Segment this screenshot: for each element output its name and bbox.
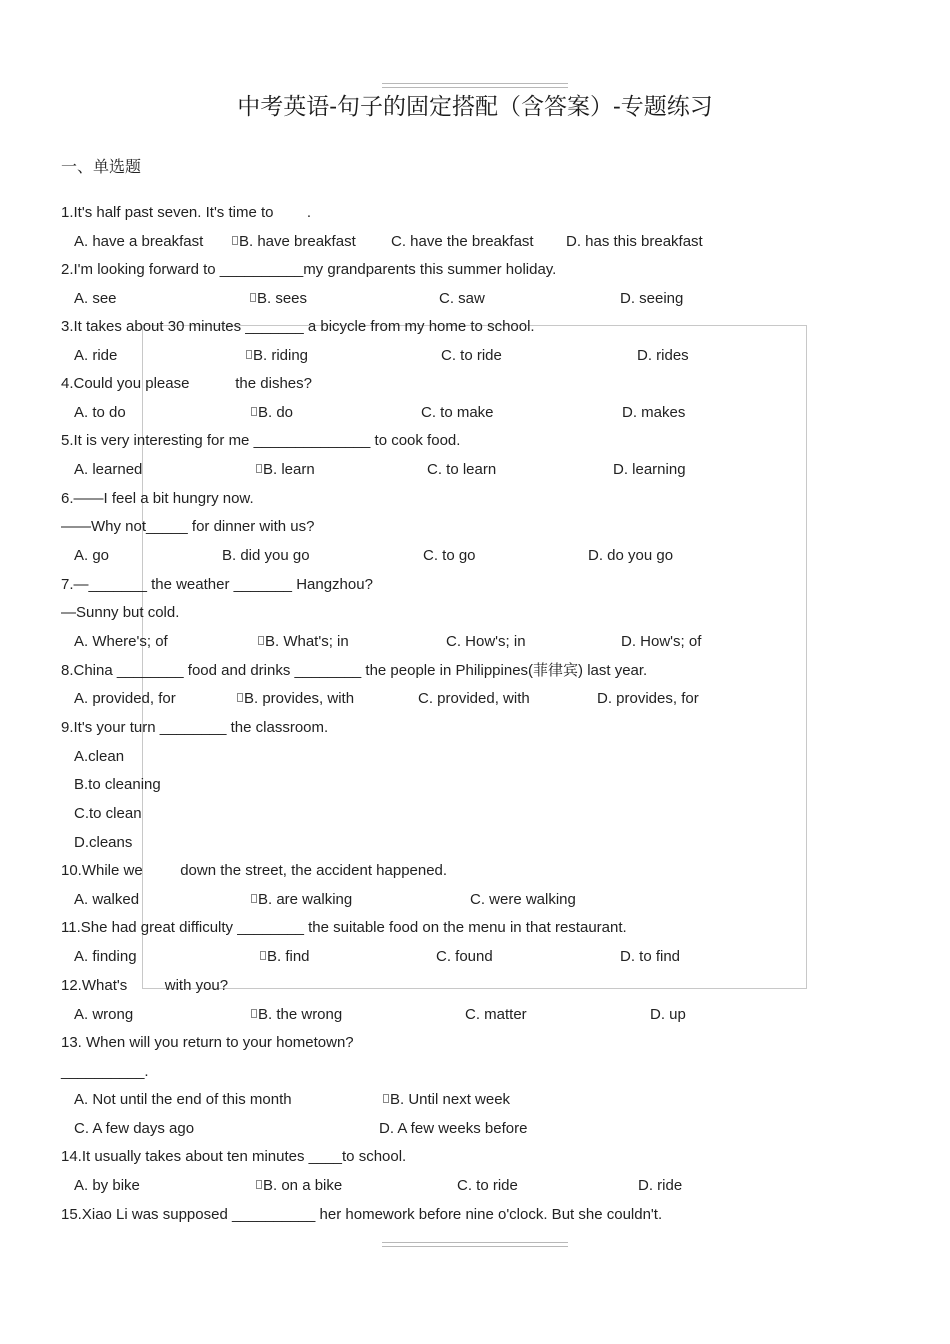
q1-option-d[interactable]: D. has this breakfast: [566, 233, 703, 250]
q7-option-b[interactable]: B. What's; in: [258, 632, 349, 652]
q12-option-b[interactable]: B. the wrong: [251, 1005, 342, 1025]
q10-option-b[interactable]: B. are walking: [251, 890, 352, 910]
q11-option-b[interactable]: B. find: [260, 947, 310, 967]
checkbox-icon: [251, 1009, 257, 1018]
q9-option-c[interactable]: C.to clean: [74, 805, 142, 822]
q12-option-c[interactable]: C. matter: [465, 1006, 527, 1023]
q14-option-b[interactable]: B. on a bike: [256, 1176, 342, 1196]
question-2-stem: 2.I'm looking forward to __________my grandparents this summer holiday.: [61, 261, 557, 278]
q5-option-d[interactable]: D. learning: [613, 461, 686, 478]
q2-option-a[interactable]: A. see: [74, 290, 117, 307]
q6-option-a[interactable]: A. go: [74, 547, 110, 564]
q8-option-d[interactable]: D. provides, for: [597, 690, 699, 707]
q7-option-d[interactable]: D. How's; of: [621, 633, 702, 650]
q8-option-a[interactable]: A. provided, for: [74, 690, 176, 707]
q7-option-a[interactable]: A. Where's; of: [74, 633, 168, 650]
checkbox-icon: [383, 1094, 389, 1103]
question-6-stem: 6.——I feel a bit hungry now.: [61, 490, 254, 507]
checkbox-icon: [246, 350, 252, 359]
checkbox-icon: [251, 407, 257, 416]
q1-option-b[interactable]: B. have breakfast: [232, 232, 356, 252]
question-11-stem: 11.She had great difficulty ________ the suitable food on the menu in that restaurant.: [61, 919, 627, 936]
q14-option-c[interactable]: C. to ride: [457, 1177, 518, 1194]
q11-option-a[interactable]: A. finding: [74, 948, 137, 965]
question-4-stem: 4.Could you please the dishes?: [61, 375, 312, 392]
section-heading: 一、单选题: [61, 157, 142, 176]
q4-option-d[interactable]: D. makes: [622, 404, 686, 421]
q3-option-a[interactable]: A. ride: [74, 347, 118, 364]
q5-option-b[interactable]: B. learn: [256, 460, 315, 480]
q14-option-a[interactable]: A. by bike: [74, 1177, 140, 1194]
q5-option-c[interactable]: C. to learn: [427, 461, 497, 478]
checkbox-icon: [256, 1180, 262, 1189]
question-8-stem: 8.China ________ food and drinks ________ the people in Philippines(菲律宾) last year.: [61, 662, 648, 679]
page-title: 中考英语-句子的固定搭配（含答案）-专题练习: [237, 94, 713, 120]
q13-option-c[interactable]: C. A few days ago: [74, 1120, 195, 1137]
question-7-stem-line-2: —Sunny but cold.: [61, 604, 180, 621]
checkbox-icon: [250, 293, 256, 302]
q9-option-b[interactable]: B.to cleaning: [74, 776, 161, 793]
checkbox-icon: [232, 236, 238, 245]
q3-option-b[interactable]: B. riding: [246, 346, 308, 366]
question-12-stem: 12.What's with you?: [61, 977, 229, 994]
q14-option-d[interactable]: D. ride: [638, 1177, 683, 1194]
q10-option-c[interactable]: C. were walking: [470, 891, 576, 908]
q3-option-c[interactable]: C. to ride: [441, 347, 502, 364]
q6-option-d[interactable]: D. do you go: [588, 547, 674, 564]
q9-option-d[interactable]: D.cleans: [74, 834, 133, 851]
question-10-stem: 10.While we down the street, the accident happened.: [61, 862, 448, 879]
q2-option-d[interactable]: D. seeing: [620, 290, 684, 307]
q12-option-d[interactable]: D. up: [650, 1006, 686, 1023]
question-7-stem: 7.—_______ the weather _______ Hangzhou?: [61, 576, 373, 593]
question-13-stem: 13. When will you return to your hometown?: [61, 1034, 354, 1051]
q13-option-d[interactable]: D. A few weeks before: [379, 1120, 528, 1137]
q8-option-c[interactable]: C. provided, with: [418, 690, 530, 707]
q6-option-b[interactable]: B. did you go: [222, 547, 310, 564]
q7-option-c[interactable]: C. How's; in: [446, 633, 526, 650]
checkbox-icon: [237, 693, 243, 702]
question-13-stem-line-2: __________.: [61, 1063, 149, 1080]
question-6-stem-line-2: ——Why not_____ for dinner with us?: [61, 518, 315, 535]
q2-option-c[interactable]: C. saw: [439, 290, 485, 307]
checkbox-icon: [256, 464, 262, 473]
q12-option-a[interactable]: A. wrong: [74, 1006, 134, 1023]
q11-option-d[interactable]: D. to find: [620, 948, 681, 965]
q9-option-a[interactable]: A.clean: [74, 748, 125, 765]
q10-option-a[interactable]: A. walked: [74, 891, 140, 908]
question-14-stem: 14.It usually takes about ten minutes ____to school.: [61, 1148, 407, 1165]
q2-option-b[interactable]: B. sees: [250, 289, 307, 309]
question-3-stem: 3.It takes about 30 minutes _______ a bicycle from my home to school.: [61, 318, 535, 335]
checkbox-icon: [251, 894, 257, 903]
q11-option-c[interactable]: C. found: [436, 948, 493, 965]
q4-option-a[interactable]: A. to do: [74, 404, 126, 421]
q4-option-c[interactable]: C. to make: [421, 404, 494, 421]
question-5-stem: 5.It is very interesting for me ______________ to cook food.: [61, 432, 461, 449]
q5-option-a[interactable]: A. learned: [74, 461, 143, 478]
checkbox-icon: [258, 636, 264, 645]
q4-option-b[interactable]: B. do: [251, 403, 293, 423]
q1-option-a[interactable]: A. have a breakfast: [74, 233, 204, 250]
q3-option-d[interactable]: D. rides: [637, 347, 689, 364]
question-15-stem: 15.Xiao Li was supposed __________ her homework before nine o'clock. But she couldn't.: [61, 1206, 663, 1223]
q13-option-b[interactable]: B. Until next week: [383, 1090, 510, 1110]
question-1-stem: 1.It's half past seven. It's time to .: [61, 204, 311, 221]
q1-option-c[interactable]: C. have the breakfast: [391, 233, 534, 250]
q8-option-b[interactable]: B. provides, with: [237, 689, 354, 709]
q13-option-a[interactable]: A. Not until the end of this month: [74, 1091, 292, 1108]
checkbox-icon: [260, 951, 266, 960]
question-9-stem: 9.It's your turn ________ the classroom.: [61, 719, 329, 736]
footer-rule: [382, 1242, 568, 1247]
q6-option-c[interactable]: C. to go: [423, 547, 476, 564]
